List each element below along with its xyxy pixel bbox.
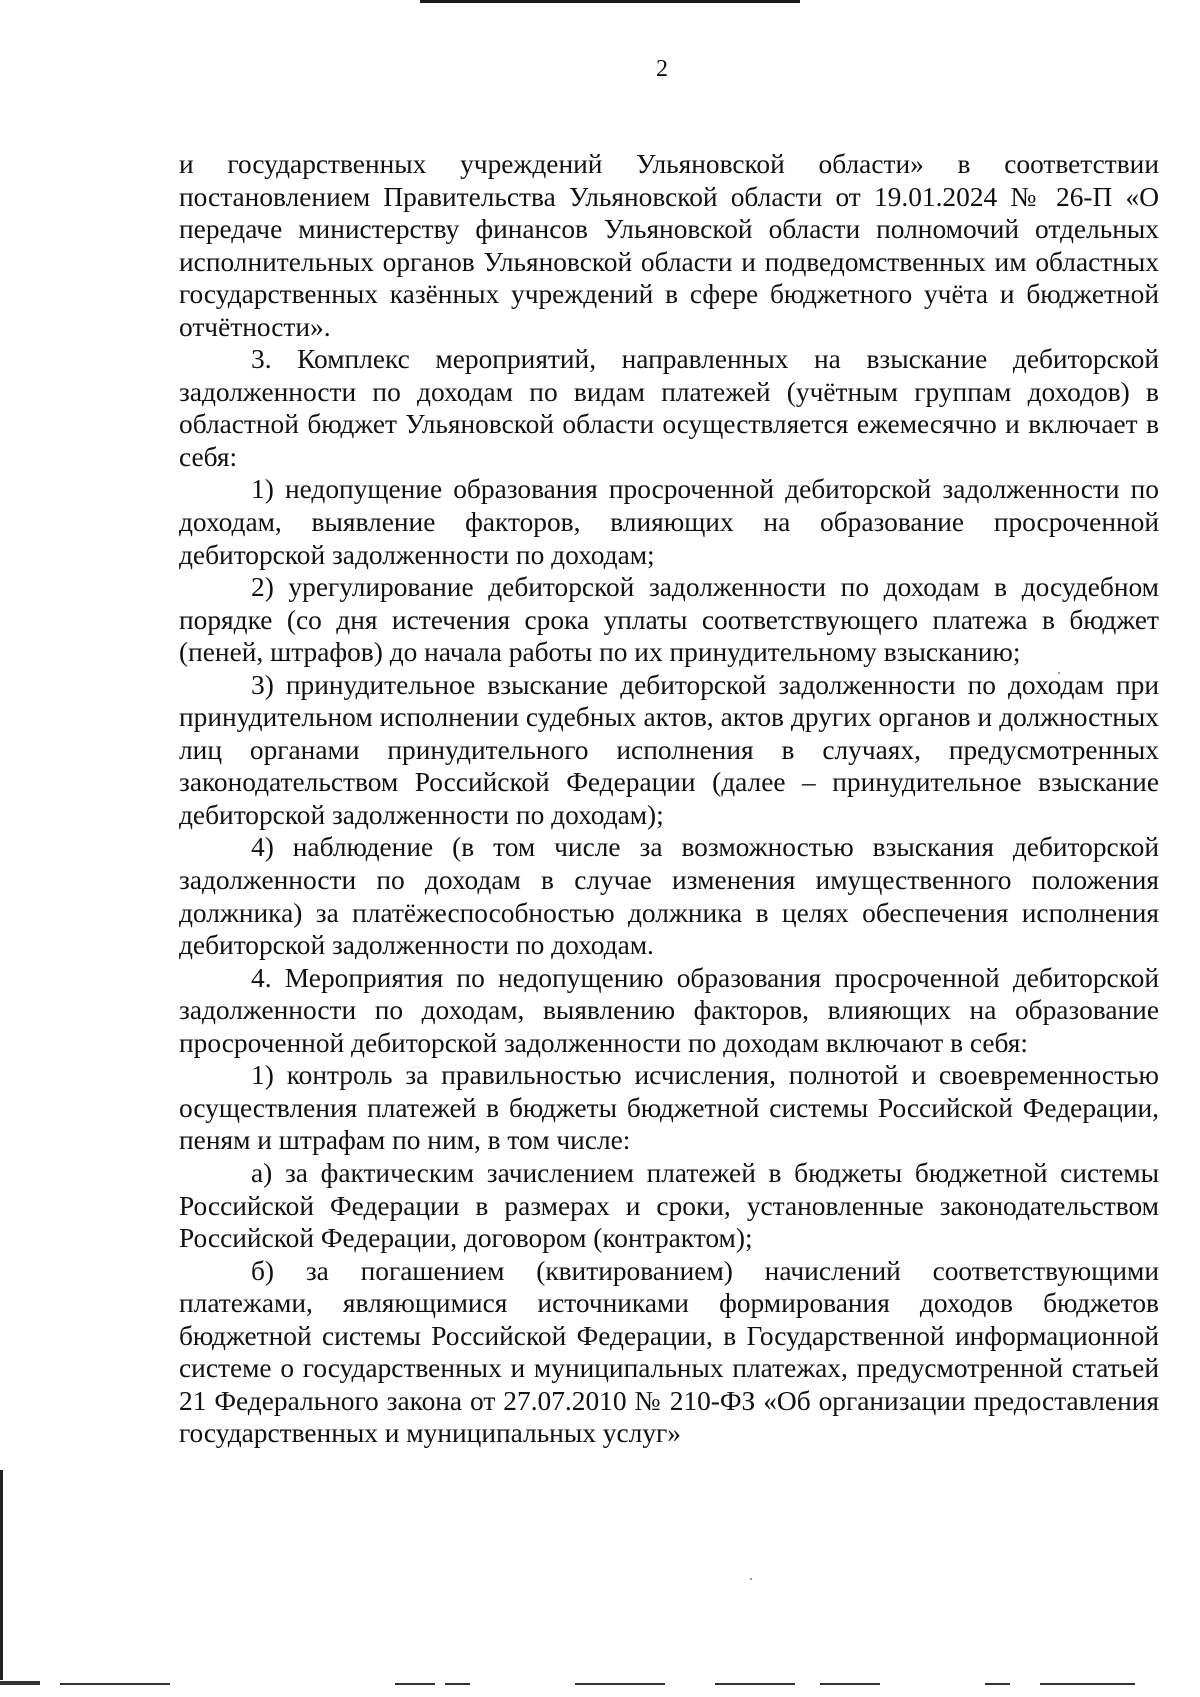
paragraph-item-4-subitem-a: а) за фактическим зачислением платежей в бюджеты бюджетной системы Российской Федерации в размерах и сроки, установленные законодательством Российской Федерации, договором (контрактом); — [179, 1157, 1159, 1254]
scan-speck — [750, 1578, 752, 1580]
scan-edge-bottom — [0, 1679, 1200, 1689]
paragraph-subitem-4: 4) наблюдение (в том числе за возможностью взыскания дебиторской задолженности по доходам в случае изменения имущественного положения должника) за платёжеспособностью должника в целях обеспечения исполнения дебиторской задолженности по доходам. — [179, 832, 1159, 961]
scan-edge-left — [0, 1470, 3, 1680]
paragraph-subitem-2: 2) урегулирование дебиторской задолженности по доходам в досудебном порядке (со дня истечения срока уплаты соответствующего платежа в бюджет (пеней, штрафов) до начала работы по их принудительному взысканию; — [179, 572, 1159, 668]
paragraph-item-4-subitem-b: б) за погашением (квитированием) начислений соответствующими платежами, являющимися источниками формирования доходов бюджетов бюджетной системы Российской Федерации, в Государственной информационной системе о государственных и муниципальных платежах, предусмотренной статьей 21 Федерального закона от 27.07.2010 № 210-ФЗ «Об организации предоставления государственных и муниципальных услуг» — [179, 1255, 1159, 1449]
paragraph-item-4: 4. Мероприятия по недопущению образования просроченной дебиторской задолженности по доходам, выявлению факторов, влияющих на образование просроченной дебиторской задолженности по доходам включают в себя: — [179, 962, 1159, 1058]
paragraph-item-4-subitem-1: 1) контроль за правильностью исчисления, полнотой и своевременностью осуществления платежей в бюджеты бюджетной системы Российской Федерации, пеням и штрафам по ним, в том числе: — [179, 1060, 1159, 1156]
paragraph-subitem-1: 1) недопущение образования просроченной дебиторской задолженности по доходам, выявление факторов, влияющих на образование просроченной дебиторской задолженности по доходам; — [179, 474, 1159, 570]
paragraph-subitem-3: 3) принудительное взыскание дебиторской задолженности по доходам при принудительном исполнении судебных актов, актов других органов и должностных лиц органами принудительного исполнения в случаях, предусмотренных законодательством Российской Федерации (далее – принудительное взыскание дебиторской задолженности по доходам); — [179, 669, 1159, 830]
page-number: 2 — [656, 56, 668, 82]
paragraph-continuation: и государственных учреждений Ульяновской области» в соответствии постановлением Правительства Ульяновской области от 19.01.2024 № 26-П «О передаче министерству финансов Ульяновской области полномочий отдельных исполнительных органов Ульяновской области и подведомственных им областных государственных казённых учреждений в сфере бюджетного учёта и бюджетной отчётности». — [179, 149, 1159, 342]
document-body — [179, 148, 1159, 1450]
scan-edge-top — [420, 0, 800, 3]
paragraph-item-3: 3. Комплекс мероприятий, направленных на взыскание дебиторской задолженности по доходам по видам платежей (учётным группам доходов) в областной бюджет Ульяновской области осуществляется ежемесячно и включает в себя: — [179, 344, 1159, 472]
